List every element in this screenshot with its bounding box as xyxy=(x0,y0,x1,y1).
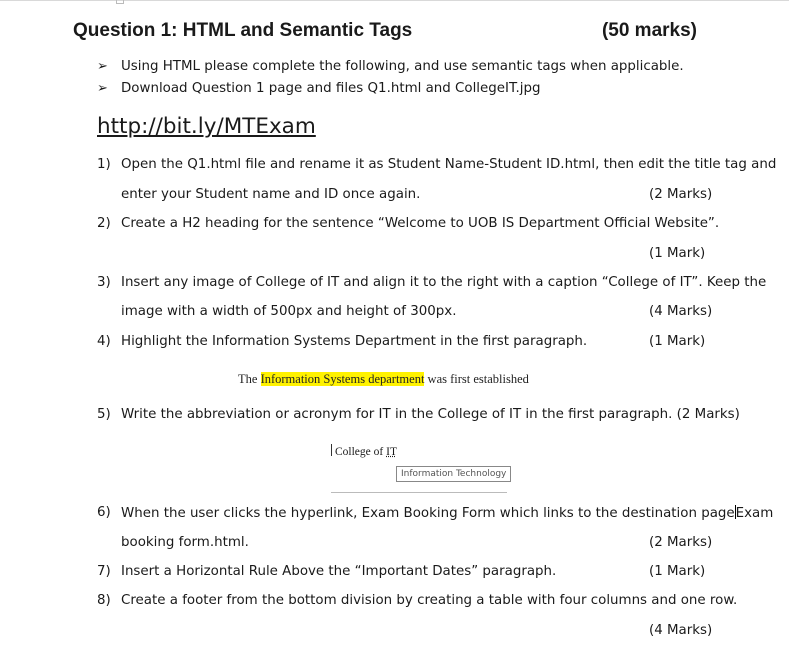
question-text xyxy=(121,505,773,521)
question-text: Create a footer from the bottom division by creating a table with four columns and one row. xyxy=(121,593,738,608)
question-marks: (4 Marks) xyxy=(649,304,713,319)
question-marks: (2 Marks) xyxy=(649,535,713,550)
abbr-tooltip: Information Technology xyxy=(396,466,511,482)
abbr-example xyxy=(331,444,509,494)
question-number: 5) xyxy=(97,407,111,422)
arrow-bullet-icon: ➢ xyxy=(97,59,108,74)
text-caret xyxy=(331,444,332,456)
ruler-marker xyxy=(116,0,124,4)
question-number: 3) xyxy=(97,275,111,290)
question-number: 4) xyxy=(97,334,111,349)
question-text: Insert a Horizontal Rule Above the “Important Dates” paragraph. xyxy=(121,564,557,579)
question-marks: (1 Mark) xyxy=(649,564,706,579)
question-text-continued: image with a width of 500px and height of 300px. xyxy=(121,304,457,319)
question-text: Open the Q1.html file and rename it as Student Name-Student ID.html, then edit the title tag and xyxy=(121,157,777,172)
abbr-text[interactable]: IT xyxy=(386,446,397,458)
question-text-continued: booking form.html. xyxy=(121,535,249,550)
instruction-bullet xyxy=(97,59,684,74)
question-marks: (2 Marks) xyxy=(649,187,713,202)
question-text: Highlight the Information Systems Department in the first paragraph. xyxy=(121,334,588,349)
example-divider xyxy=(331,492,507,493)
question-header xyxy=(73,20,703,46)
question-marks: (4 Marks) xyxy=(649,623,713,638)
bullet-text: Using HTML please complete the following, and use semantic tags when applicable. xyxy=(121,59,684,74)
bullet-text: Download Question 1 page and files Q1.html and CollegeIT.jpg xyxy=(121,81,541,96)
question-number: 7) xyxy=(97,564,111,579)
abbr-caption xyxy=(331,444,397,458)
question-text-part: Exam xyxy=(735,506,774,521)
highlighted-text: Information Systems department xyxy=(260,372,425,386)
question-number: 8) xyxy=(97,593,111,608)
question-text-part: When the user clicks the hyperlink, Exam Booking Form which links to the destination page xyxy=(121,506,735,521)
highlight-example xyxy=(238,372,529,387)
question-number: 2) xyxy=(97,216,111,231)
question-text: Write the abbreviation or acronym for IT in the College of IT in the first paragraph. (2 Marks) xyxy=(121,407,740,422)
question-number: 1) xyxy=(97,157,111,172)
question-text: Insert any image of College of IT and align it to the right with a caption “College of IT”. Keep the xyxy=(121,275,767,290)
highlight-example-suffix: was first established xyxy=(424,372,529,386)
question-text-continued: enter your Student name and ID once again. xyxy=(121,187,421,202)
arrow-bullet-icon: ➢ xyxy=(97,81,108,96)
question-number: 6) xyxy=(97,505,111,520)
exam-link[interactable]: http://bit.ly/MTExam xyxy=(97,114,316,139)
question-text: Create a H2 heading for the sentence “Welcome to UOB IS Department Official Website”. xyxy=(121,216,720,231)
question-title: Question 1: HTML and Semantic Tags xyxy=(73,20,413,41)
question-total-marks: (50 marks) xyxy=(601,20,697,41)
highlight-example-prefix: The xyxy=(238,372,261,386)
question-marks: (1 Mark) xyxy=(649,334,706,349)
question-marks: (1 Mark) xyxy=(649,246,706,261)
instruction-bullet xyxy=(97,81,541,96)
abbr-prefix: College of xyxy=(335,446,387,458)
